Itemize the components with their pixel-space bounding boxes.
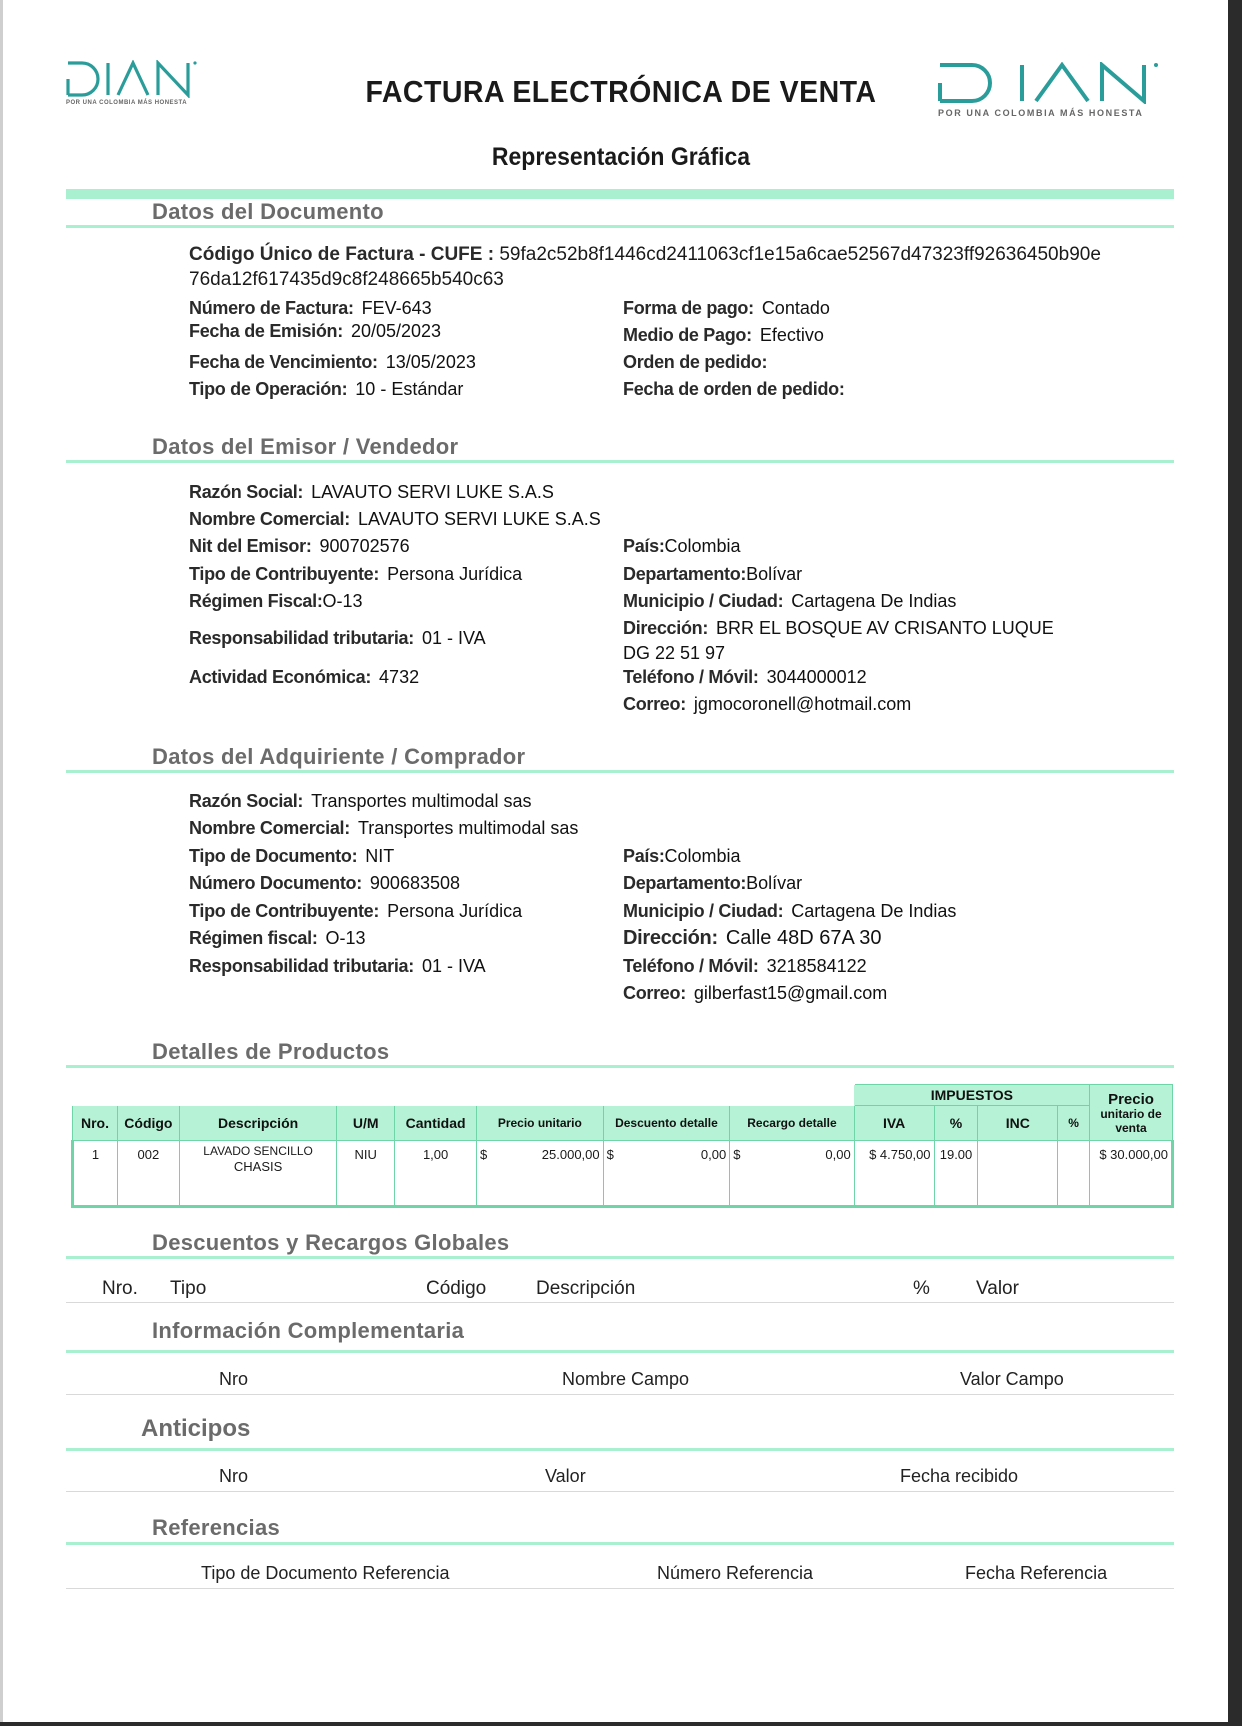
adq-depto-row: Departamento:Bolívar [623,873,803,893]
adq-razon: Transportes multimodal sas [311,791,532,811]
emisor-comercial: LAVAUTO SERVI LUKE S.A.S [357,509,601,529]
emisor-razon-row: Razón Social: LAVAUTO SERVI LUKE S.A.S [189,482,554,502]
ref-col-tipo: Tipo de Documento Referencia [201,1563,450,1583]
emisor-pais: Colombia [664,536,741,556]
col-inc: INC [978,1106,1058,1141]
section-divider [66,1065,1174,1068]
section-top-bar [66,189,1174,199]
desc-col-codigo: Código [426,1278,487,1299]
forma-pago-row: Forma de pago: Contado [623,298,830,318]
tipo-operacion-row: Tipo de Operación: 10 - Estándar [189,379,464,399]
emisor-direccion-row: Dirección: BRR EL BOSQUE AV CRISANTO LUQUE [623,618,1054,638]
adq-razon-row: Razón Social: Transportes multimodal sas [189,791,532,811]
emisor-responsabilidad: 01 - IVA [421,628,486,648]
emisor-regimen-row: Régimen Fiscal:O-13 [189,591,363,611]
section-divider [66,1256,1174,1259]
col-um: U/M [337,1106,395,1141]
cell-precio-unitario: $ 25.000,00 [477,1141,604,1207]
adq-numero-doc-row: Número Documento: 900683508 [189,873,461,893]
adq-tipo-doc: NIT [365,846,395,866]
adq-numero-doc: 900683508 [369,873,461,893]
col-precio-unitario: Precio unitario [477,1106,604,1141]
emisor-telefono-row: Teléfono / Móvil: 3044000012 [623,667,867,687]
section-title-informacion: Información Complementaria [152,1318,465,1343]
adq-contribuyente: Persona Jurídica [387,901,523,921]
emisor-municipio: Cartagena De Indias [791,591,957,611]
cell-um: NIU [337,1141,395,1207]
adq-comercial: Transportes multimodal sas [357,818,579,838]
ref-col-numero: Número Referencia [657,1563,814,1583]
adq-tipo-doc-row: Tipo de Documento: NIT [189,846,395,866]
fecha-vencimiento-row: Fecha de Vencimiento: 13/05/2023 [189,352,476,372]
row-divider [66,1394,1174,1395]
document-subtitle: Representación Gráfica [491,143,751,171]
desc-col-pct: % [913,1278,930,1299]
table-row [73,1141,1173,1207]
fecha-emision: 20/05/2023 [350,321,442,341]
cufe-value-line2: 76da12f617435d9c8f248665b540c63 [189,269,504,290]
forma-pago: Contado [761,298,830,318]
emisor-correo: jgmocoronell@hotmail.com [693,694,912,714]
emisor-contribuyente-row: Tipo de Contribuyente: Persona Jurídica [189,564,523,584]
logo-tagline-left: POR UNA COLOMBIA MÁS HONESTA [66,100,188,106]
col-recargo: Recargo detalle [730,1106,854,1141]
cell-inc-pct [1058,1141,1090,1207]
section-title-emisor: Datos del Emisor / Vendedor [152,434,459,459]
section-title-referencias: Referencias [152,1515,281,1540]
emisor-nit: 900702576 [319,536,410,556]
emisor-actividad-row: Actividad Económica: 4732 [189,667,420,687]
cell-iva: $ 4.750,00 [854,1141,934,1207]
section-divider [66,1542,1174,1545]
adq-direccion-row: Dirección: Calle 48D 67A 30 [623,927,882,949]
emisor-nit-row: Nit del Emisor: 900702576 [189,536,410,556]
cell-precio-venta: $ 30.000,00 [1090,1141,1173,1207]
emisor-municipio-row: Municipio / Ciudad: Cartagena De Indias [623,591,957,611]
numero-factura: FEV-643 [361,298,432,318]
anticipos-col-valor: Valor [545,1466,586,1486]
info-col-valor: Valor Campo [960,1369,1064,1389]
page-bottom-edge [0,1722,1242,1726]
info-col-nombre: Nombre Campo [562,1369,690,1389]
cell-codigo: 002 [117,1141,179,1207]
logo-tagline-right: POR UNA COLOMBIA MÁS HONESTA [938,108,1144,118]
emisor-actividad: 4732 [379,667,420,687]
ref-col-fecha: Fecha Referencia [965,1563,1108,1583]
emisor-direccion-line2: DG 22 51 97 [623,643,726,663]
products-table [71,1084,1174,1208]
medio-pago: Efectivo [759,325,824,345]
emisor-comercial-row: Nombre Comercial: LAVAUTO SERVI LUKE S.A.S [189,509,601,529]
emisor-pais-row: País:Colombia [623,536,741,556]
cufe-value-line1: 59fa2c52b8f1446cd2411063cf1e15a6cae52567d47323ff92636450b90e [499,244,1101,265]
anticipos-col-fecha: Fecha recibido [900,1466,1019,1486]
document-title: FACTURA ELECTRÓNICA DE VENTA [365,74,877,109]
section-divider [66,1350,1174,1353]
emisor-depto-row: Departamento:Bolívar [623,564,803,584]
adq-pais-row: País:Colombia [623,846,741,866]
col-descripcion: Descripción [179,1106,336,1141]
tipo-operacion: 10 - Estándar [355,379,464,399]
emisor-telefono: 3044000012 [766,667,867,687]
desc-col-nro: Nro. [102,1278,138,1299]
col-nro: Nro. [73,1106,118,1141]
col-iva: IVA [854,1106,934,1141]
adq-municipio-row: Municipio / Ciudad: Cartagena De Indias [623,901,957,921]
medio-pago-row: Medio de Pago: Efectivo [623,325,824,345]
col-cantidad: Cantidad [395,1106,477,1141]
adq-regimen: O-13 [325,928,366,948]
emisor-razon: LAVAUTO SERVI LUKE S.A.S [311,482,554,502]
adq-direccion: Calle 48D 67A 30 [725,927,882,949]
col-codigo: Código [117,1106,179,1141]
adq-depto: Bolívar [746,873,803,893]
adq-regimen-row: Régimen fiscal: O-13 [189,928,366,948]
emisor-correo-row: Correo: jgmocoronell@hotmail.com [623,694,912,714]
adq-telefono: 3218584122 [766,956,867,976]
section-title-adquiriente: Datos del Adquiriente / Comprador [152,744,526,769]
adq-responsabilidad-row: Responsabilidad tributaria: 01 - IVA [189,956,486,976]
section-divider [66,1448,1174,1451]
cell-cantidad: 1,00 [395,1141,477,1207]
section-title-productos: Detalles de Productos [152,1039,390,1064]
adq-correo-row: Correo: gilberfast15@gmail.com [623,983,888,1003]
cufe-block [189,242,1149,292]
precio-venta-header: Precio unitario de venta [1090,1085,1173,1141]
fecha-vencimiento: 13/05/2023 [385,352,476,372]
adq-responsabilidad: 01 - IVA [421,956,486,976]
adq-contribuyente-row: Tipo de Contribuyente: Persona Jurídica [189,901,523,921]
fecha-emision-row: Fecha de Emisión: 20/05/2023 [189,321,442,341]
adq-correo: gilberfast15@gmail.com [693,983,888,1003]
desc-col-valor: Valor [976,1278,1019,1299]
cell-descuento: $ 0,00 [603,1141,730,1207]
cell-nro: 1 [73,1141,118,1207]
fecha-orden-row: Fecha de orden de pedido: [623,379,845,399]
emisor-depto: Bolívar [746,564,803,584]
col-inc-pct: % [1058,1106,1090,1141]
section-title-descuentos: Descuentos y Recargos Globales [152,1230,510,1255]
info-col-nro: Nro [219,1369,249,1389]
section-divider [66,770,1174,773]
cell-recargo: $ 0,00 [730,1141,854,1207]
adq-telefono-row: Teléfono / Móvil: 3218584122 [623,956,867,976]
cell-descripcion: LAVADO SENCILLO CHASIS [179,1141,336,1207]
section-divider [66,225,1174,228]
col-iva-pct: % [934,1106,978,1141]
adq-pais: Colombia [664,846,741,866]
page-left-edge [0,0,3,1726]
numero-factura-row: Número de Factura: FEV-643 [189,298,432,318]
adq-municipio: Cartagena De Indias [791,901,957,921]
desc-col-descripcion: Descripción [536,1278,636,1299]
impuestos-header: IMPUESTOS [854,1085,1089,1106]
emisor-direccion-line1: BRR EL BOSQUE AV CRISANTO LUQUE [716,618,1054,638]
section-divider [66,460,1174,463]
cufe-label: Código Único de Factura - CUFE : [189,244,495,265]
section-title-documento: Datos del Documento [152,199,384,224]
emisor-contribuyente: Persona Jurídica [387,564,523,584]
anticipos-col-nro: Nro [219,1466,249,1486]
cell-iva-pct: 19.00 [934,1141,978,1207]
adq-comercial-row: Nombre Comercial: Transportes multimodal sas [189,818,579,838]
row-divider [66,1302,1174,1303]
section-title-anticipos: Anticipos [141,1415,251,1442]
row-divider [66,1491,1174,1492]
page-right-edge [1228,0,1242,1726]
emisor-regimen: O-13 [322,591,363,611]
emisor-responsabilidad-row: Responsabilidad tributaria: 01 - IVA [189,628,486,648]
row-divider [66,1588,1174,1589]
cell-inc [978,1141,1058,1207]
desc-col-tipo: Tipo [170,1278,207,1299]
orden-pedido-row: Orden de pedido: [623,352,768,372]
col-descuento: Descuento detalle [603,1106,730,1141]
